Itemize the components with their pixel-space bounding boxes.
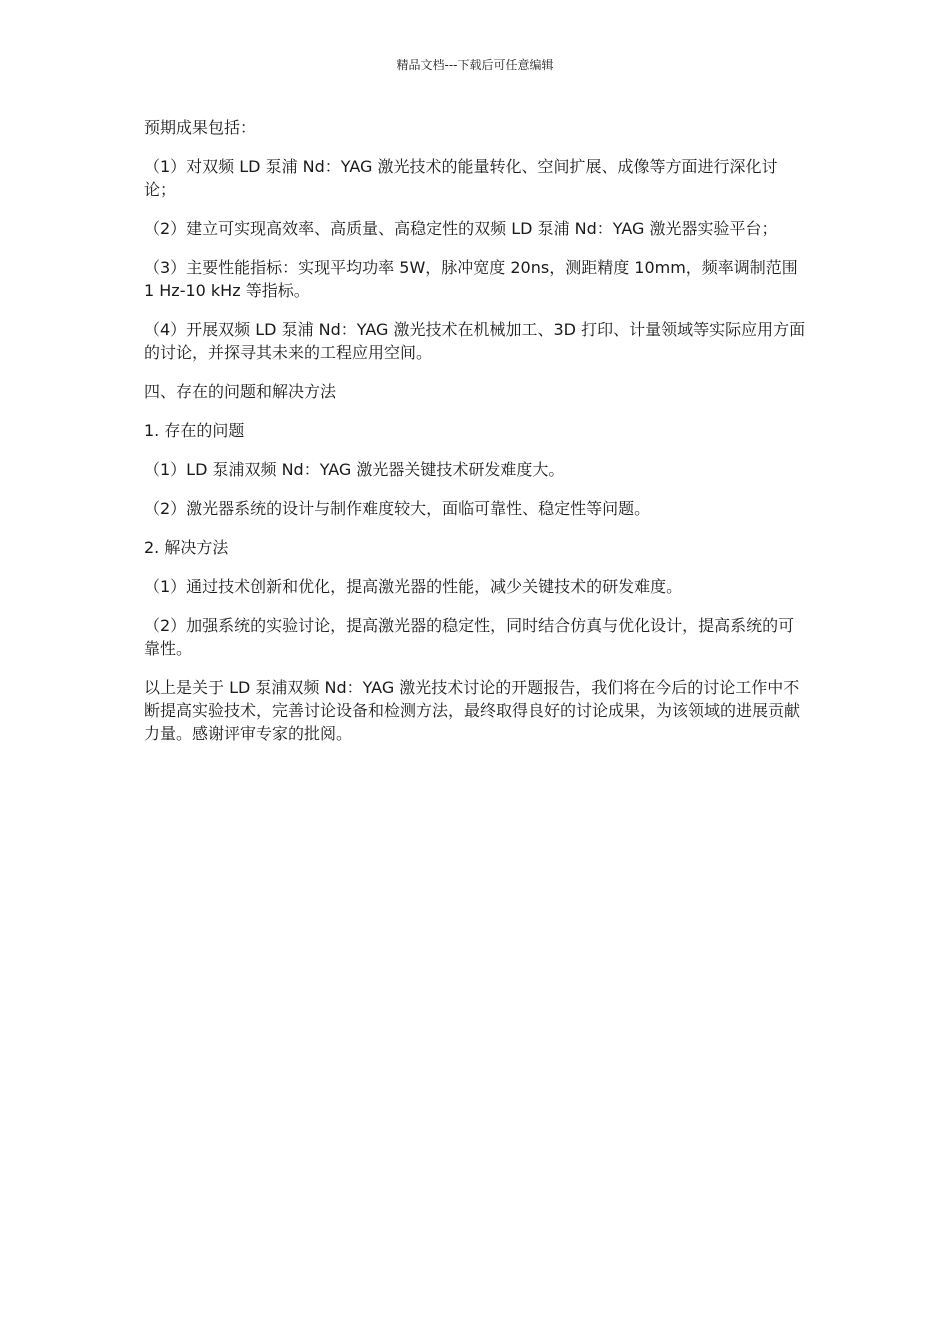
subheading-solutions: 2. 解决方法 bbox=[144, 538, 229, 557]
section-heading-problems-solutions: 四、存在的问题和解决方法 bbox=[144, 382, 337, 401]
document-body bbox=[144, 116, 808, 761]
conclusion-paragraph: 以上是关于 LD 泵浦双频 Nd：YAG 激光技术讨论的开题报告，我们将在今后的讨论工作中不断提高实验技术，完善讨论设备和检测方法，最终取得良好的讨论成果，为该领域的进展贡献力量。感谢评审专家的批阅。 bbox=[144, 678, 801, 743]
problem-item-1: （1）LD 泵浦双频 Nd：YAG 激光器关键技术研发难度大。 bbox=[144, 460, 565, 479]
page-header: 精品文档---下载后可任意编辑 bbox=[396, 58, 554, 72]
solution-item-2: （2）加强系统的实验讨论，提高激光器的稳定性，同时结合仿真与优化设计，提高系统的可靠性。 bbox=[144, 616, 795, 658]
expected-result-item-2: （2）建立可实现高效率、高质量、高稳定性的双频 LD 泵浦 Nd：YAG 激光器实验平台； bbox=[144, 219, 778, 238]
expected-result-item-4: （4）开展双频 LD 泵浦 Nd：YAG 激光技术在机械加工、3D 打印、计量领域等实际应用方面的讨论，并探寻其未来的工程应用空间。 bbox=[144, 320, 806, 362]
problem-item-2: （2）激光器系统的设计与制作难度较大，面临可靠性、稳定性等问题。 bbox=[144, 499, 651, 518]
subheading-problems: 1. 存在的问题 bbox=[144, 421, 245, 440]
expected-result-item-1: （1）对双频 LD 泵浦 Nd：YAG 激光技术的能量转化、空间扩展、成像等方面进行深化讨论； bbox=[144, 157, 778, 199]
expected-results-intro: 预期成果包括： bbox=[144, 118, 257, 137]
expected-result-item-3: （3）主要性能指标：实现平均功率 5W，脉冲宽度 20ns，测距精度 10mm，频率调制范围 1 Hz-10 kHz 等指标。 bbox=[144, 258, 798, 300]
solution-item-1: （1）通过技术创新和优化，提高激光器的性能，减少关键技术的研发难度。 bbox=[144, 577, 683, 596]
